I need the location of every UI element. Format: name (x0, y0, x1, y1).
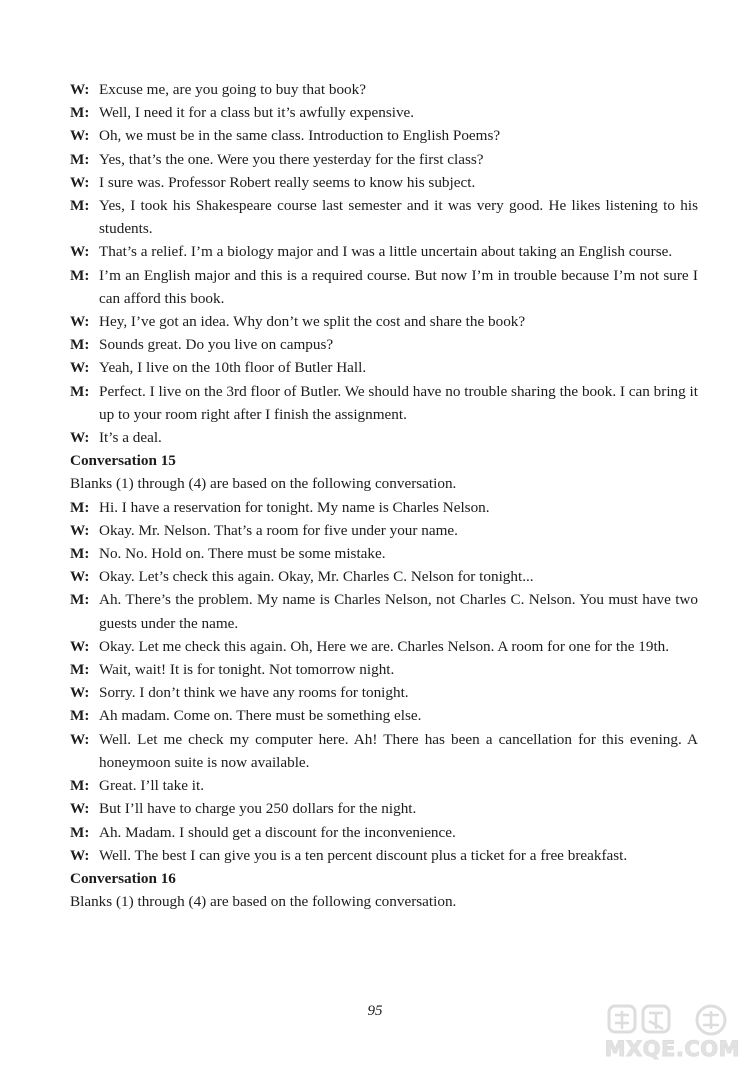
dialogue-text: Ah madam. Come on. There must be something else. (99, 707, 422, 725)
dialogue-line (70, 681, 698, 704)
dialogue-line (70, 148, 698, 171)
dialogue-text: But I’ll have to charge you 250 dollars for the night. (99, 800, 417, 818)
speaker-label: W: (70, 313, 90, 331)
dialogue-text: Yeah, I live on the 10th floor of Butler Hall. (99, 359, 367, 377)
dialogue-line (70, 774, 698, 797)
dialogue-line (70, 78, 698, 101)
dialogue-line (70, 821, 698, 844)
instruction-text: Blanks (1) through (4) are based on the following conversation. (70, 475, 457, 493)
speaker-label: M: (70, 545, 90, 563)
speaker-label: W: (70, 81, 90, 98)
dialogue-text: Excuse me, are you going to buy that book? (99, 81, 366, 98)
speaker-label: W: (70, 846, 90, 864)
dialogue-text: Sounds great. Do you live on campus? (99, 336, 334, 354)
speaker-label: M: (70, 197, 90, 215)
dialogue-line (70, 356, 698, 379)
speaker-label: M: (70, 150, 90, 168)
dialogue-line (70, 333, 698, 356)
dialogue-line (70, 171, 698, 194)
speaker-label: W: (70, 127, 90, 145)
speaker-label: M: (70, 104, 90, 122)
dialogue-text: It’s a deal. (99, 429, 162, 447)
speaker-label: W: (70, 800, 90, 818)
dialogue-text: No. No. Hold on. There must be some mistake. (99, 545, 386, 563)
speaker-label: W: (70, 730, 90, 748)
dialogue-line (70, 380, 698, 426)
speaker-label: W: (70, 429, 90, 447)
speaker-label: M: (70, 266, 90, 284)
dialogue-line (70, 426, 698, 449)
dialogue-text: I sure was. Professor Robert really seems to know his subject. (99, 173, 476, 191)
page-content (70, 78, 698, 913)
speaker-label: M: (70, 707, 90, 725)
dialogue-text: Well. The best I can give you is a ten percent discount plus a ticket for a free breakfast. (99, 846, 628, 864)
dialogue-text: Okay. Let’s check this again. Okay, Mr. Charles C. Nelson for tonight... (99, 568, 534, 586)
dialogue-line (70, 496, 698, 519)
dialogue-text: Perfect. I live on the 3rd floor of Butler. We should have no trouble sharing the book. I can bring it up to your room right after I finish the assignment. (99, 382, 698, 423)
speaker-label: W: (70, 243, 90, 261)
dialogue-line (70, 588, 698, 634)
dialogue-line (70, 728, 698, 774)
dialogue-line (70, 635, 698, 658)
speaker-label: W: (70, 359, 90, 377)
speaker-label: M: (70, 591, 90, 609)
dialogue-line (70, 264, 698, 310)
speaker-label: M: (70, 336, 90, 354)
dialogue-text: Well, I need it for a class but it’s awfully expensive. (99, 104, 415, 122)
instruction-text: Blanks (1) through (4) are based on the following conversation. (70, 893, 457, 911)
dialogue-text: Wait, wait! It is for tonight. Not tomorrow night. (99, 661, 395, 679)
dialogue-text: Well. Let me check my computer here. Ah! There has been a cancellation for this evening. A honeymoon suite is now available. (99, 730, 698, 771)
watermark (604, 1003, 742, 1061)
page-number: 95 (367, 1003, 383, 1019)
dialogue-line (70, 565, 698, 588)
dialogue-line (70, 519, 698, 542)
speaker-label: M: (70, 382, 90, 400)
speaker-label: W: (70, 568, 90, 586)
dialogue-text: That’s a relief. I’m a biology major and I was a little uncertain about taking an English course. (99, 243, 673, 261)
speaker-label: W: (70, 684, 90, 702)
speaker-label: M: (70, 498, 90, 516)
dialogue-line (70, 844, 698, 867)
dialogue-text: Ah. Madam. I should get a discount for the inconvenience. (99, 823, 456, 841)
section-heading: Conversation 16 (70, 869, 176, 887)
speaker-label: M: (70, 661, 90, 679)
dialogue-text: Okay. Mr. Nelson. That’s a room for five under your name. (99, 521, 458, 539)
dialogue-text: Yes, I took his Shakespeare course last semester and it was very good. He likes listening to his students. (99, 197, 698, 238)
dialogue-line (70, 542, 698, 565)
dialogue-line (70, 240, 698, 263)
dialogue-text: Oh, we must be in the same class. Introduction to English Poems? (99, 127, 501, 145)
speaker-label: M: (70, 777, 90, 795)
dialogue-line (70, 310, 698, 333)
dialogue-text: Yes, that’s the one. Were you there yesterday for the first class? (99, 150, 484, 168)
watermark-site-text: MXQE.COM (604, 1037, 740, 1061)
dialogue-text: Great. I’ll take it. (99, 777, 204, 795)
dialogue-line (70, 797, 698, 820)
dialogue-line (70, 194, 698, 240)
dialogue-text: Hey, I’ve got an idea. Why don’t we split the cost and share the book? (99, 313, 526, 331)
dialogue-text: Hi. I have a reservation for tonight. My name is Charles Nelson. (99, 498, 490, 516)
dialogue-line (70, 124, 698, 147)
section-heading: Conversation 15 (70, 452, 176, 470)
answer-site-logo-icon (607, 1003, 742, 1037)
speaker-label: W: (70, 637, 90, 655)
dialogue-text: I’m an English major and this is a required course. But now I’m in trouble because I’m not sure I can afford this book. (99, 266, 698, 307)
dialogue-text: Okay. Let me check this again. Oh, Here we are. Charles Nelson. A room for one for the 19th. (99, 637, 670, 655)
dialogue-text: Sorry. I don’t think we have any rooms for tonight. (99, 684, 409, 702)
dialogue-text: Ah. There’s the problem. My name is Charles Nelson, not Charles C. Nelson. You must have two guests under the name. (99, 591, 698, 632)
speaker-label: W: (70, 173, 90, 191)
dialogue-line (70, 658, 698, 681)
dialogue-line (70, 101, 698, 124)
speaker-label: W: (70, 521, 90, 539)
dialogue-line (70, 704, 698, 727)
speaker-label: M: (70, 823, 90, 841)
